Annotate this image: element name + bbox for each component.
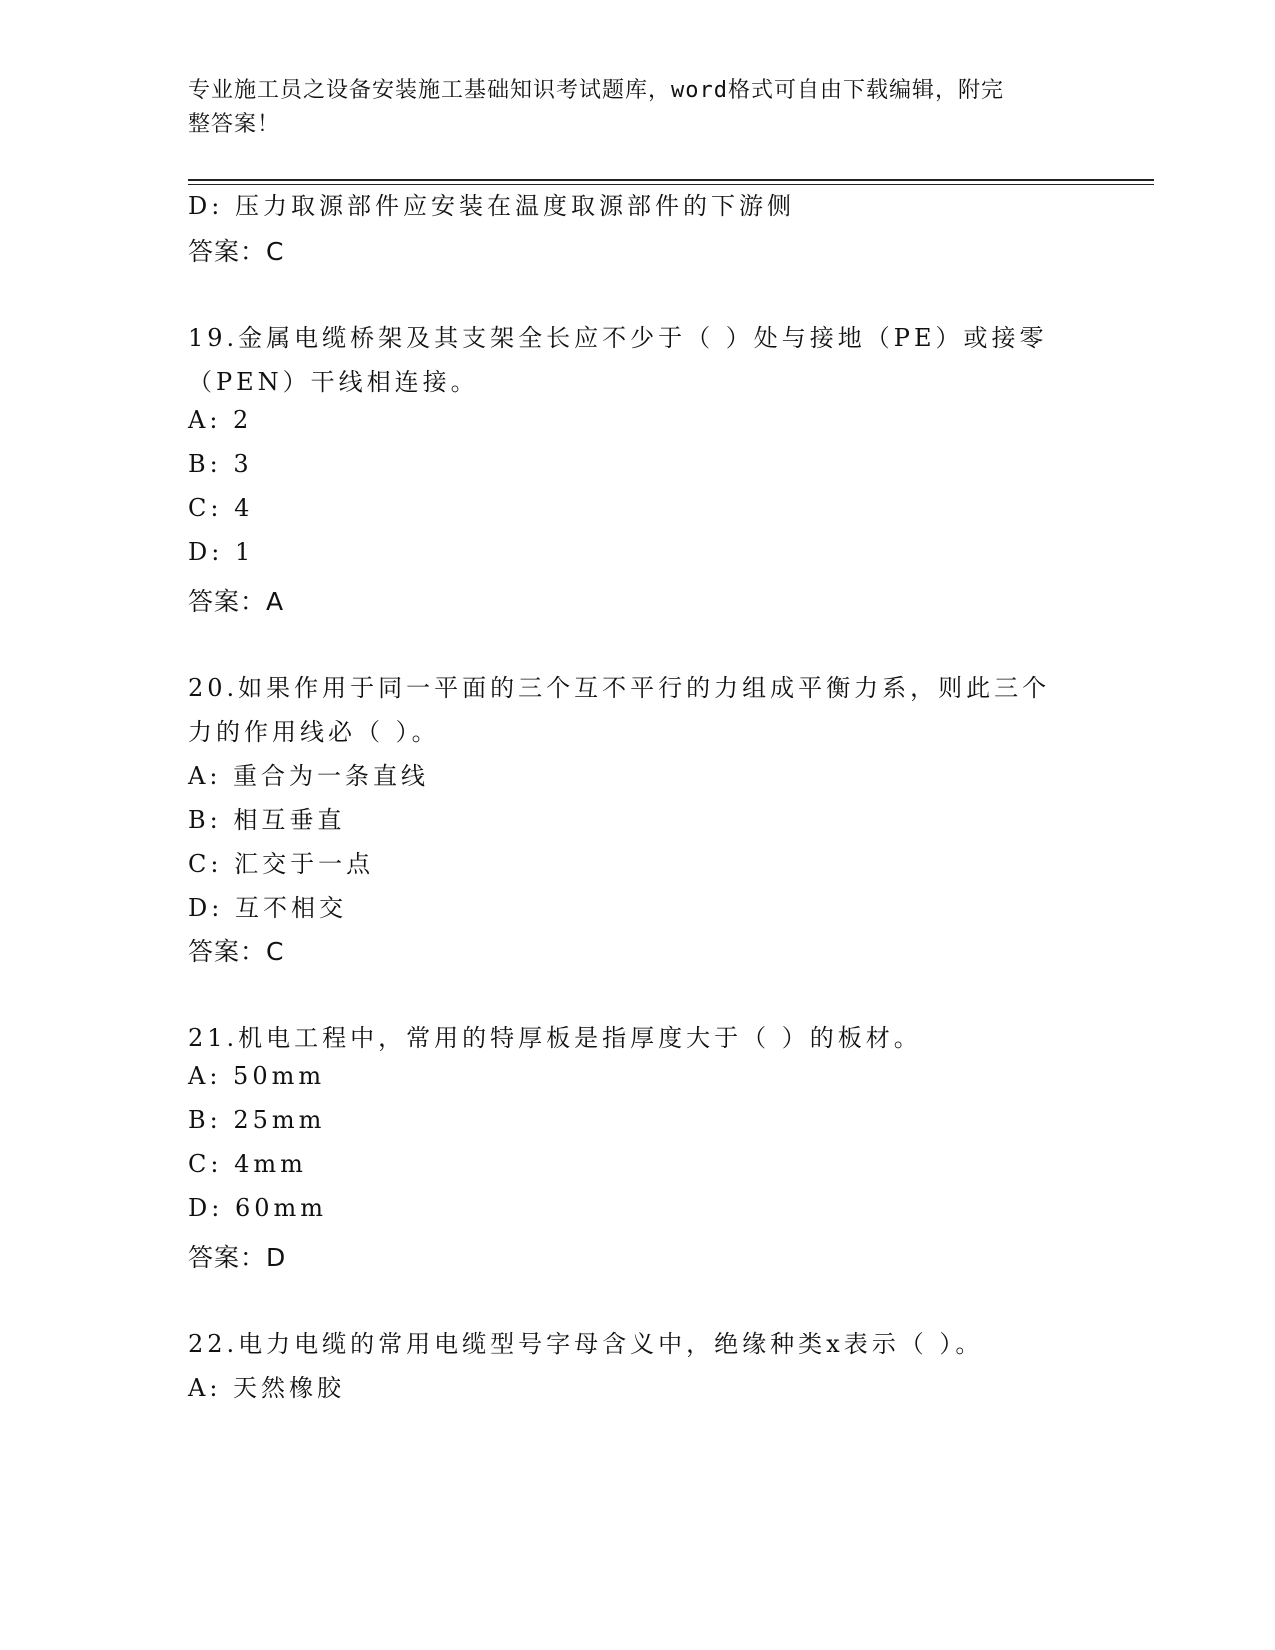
- q21-option-b: B: 25mm: [188, 1106, 326, 1134]
- document-header: [188, 74, 1068, 142]
- q19-option-c: C: 4: [188, 494, 254, 522]
- q21-answer: 答案：D: [188, 1243, 287, 1272]
- q21-option-c: C: 4mm: [188, 1150, 307, 1178]
- q20-option-a: A: 重合为一条直线: [188, 762, 430, 790]
- header-line-2: 整答案！: [188, 112, 281, 137]
- q20-option-b: B: 相互垂直: [188, 806, 346, 834]
- q20-option-c: C: 汇交于一点: [188, 850, 375, 878]
- q21-option-a: A: 50mm: [188, 1062, 326, 1090]
- q19-stem-line-2: （PEN）干线相连接。: [188, 368, 479, 396]
- q20-stem-line-1: 20.如果作用于同一平面的三个互不平行的力组成平衡力系，则此三个: [188, 674, 1051, 702]
- q21-option-d: D: 60mm: [188, 1194, 328, 1222]
- q19-answer: 答案：A: [188, 587, 285, 616]
- header-line-1: 专业施工员之设备安装施工基础知识考试题库，word格式可自由下载编辑，附完: [188, 78, 1004, 103]
- q19-option-d: D: 1: [188, 538, 255, 566]
- prev-question-answer: 答案：C: [188, 237, 285, 266]
- header-divider-thick: [188, 179, 1154, 181]
- prev-question-option-d: D: 压力取源部件应安装在温度取源部件的下游侧: [188, 192, 795, 220]
- q19-stem-line-1: 19.金属电缆桥架及其支架全长应不少于（ ）处与接地（PE）或接零: [188, 324, 1048, 352]
- q22-stem: 22.电力电缆的常用电缆型号字母含义中，绝缘种类x表示（ ）。: [188, 1330, 984, 1358]
- header-divider-thin: [188, 184, 1154, 185]
- q20-answer: 答案：C: [188, 937, 285, 966]
- q19-option-b: B: 3: [188, 450, 253, 478]
- q19-option-a: A: 2: [188, 406, 253, 434]
- q22-option-a: A: 天然橡胶: [188, 1374, 346, 1402]
- q20-stem-line-2: 力的作用线必（ ）。: [188, 718, 440, 746]
- q21-stem: 21.机电工程中，常用的特厚板是指厚度大于（ ）的板材。: [188, 1024, 922, 1052]
- q20-option-d: D: 互不相交: [188, 894, 347, 922]
